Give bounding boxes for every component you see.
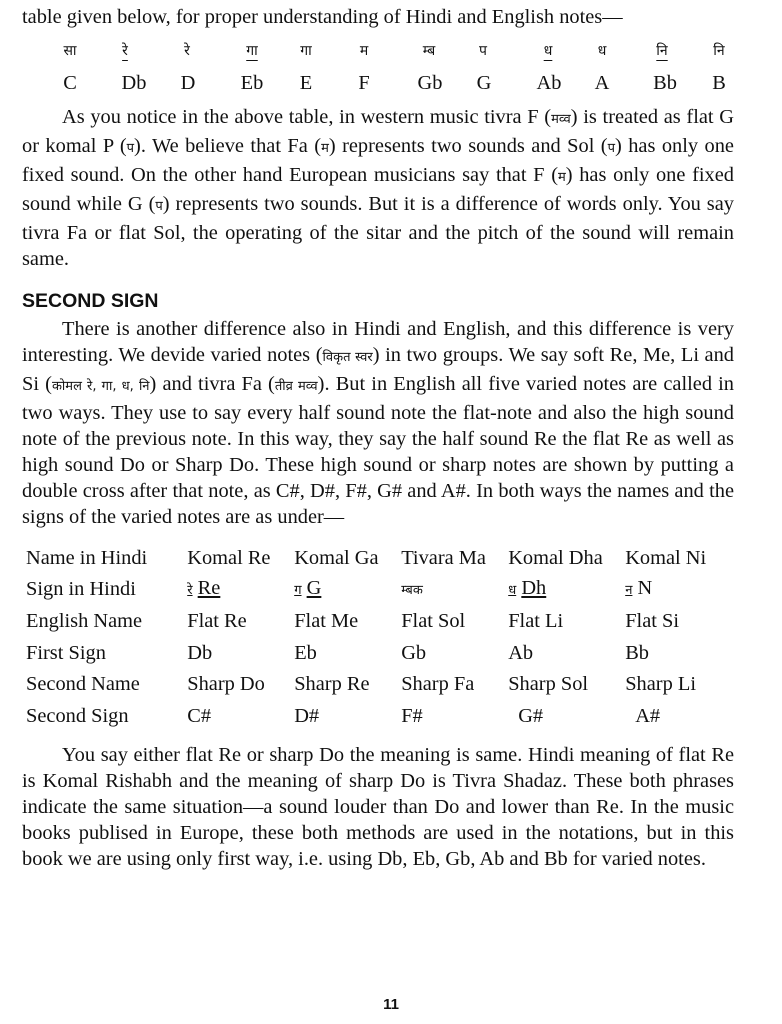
note-english: C (63, 72, 77, 94)
note-hindi: गा (300, 43, 312, 59)
note-english: F (358, 72, 370, 94)
hindi-text: विकृत स्वर (322, 350, 373, 365)
table-row (26, 542, 734, 574)
hindi-sign: रे (187, 582, 193, 598)
paragraph-conclusion: You say either flat Re or sharp Do the meaning is same. Hindi meaning of flat Re is Komal Rishabh and the meaning of sharp Do is Tivra Shadaz. These both phrases indicate the same situation—a sound louder than Do and lower than Re. In the music books publised in Europe, these both methods are used in the notations, but in this book we are using only first way, i.e. using Db, Eb, Gb, Ab and Bb for varied notes. (22, 743, 734, 870)
note-english: Gb (417, 72, 443, 94)
note-hindi: रे (184, 43, 190, 59)
page-number: 11 (383, 996, 399, 1013)
table-cell (187, 574, 294, 606)
hindi-sign: म्बक (401, 582, 423, 598)
latin-sign: N (637, 576, 653, 599)
latin-sign: Re (197, 576, 221, 599)
table-cell: Komal Re (187, 546, 271, 569)
text-run: ). But in English all five varied notes are called in two ways. They use to say every half sound note the flat-note and also the high sound note of the previous note. In this way, they say the half sound Re the flat Re as well as high sound Do or Sharp Do. These high sound or sharp notes are shown by putting a double cross after that note, as C#, D#, F#, G# and A#. In both ways the names and the signs of the varied notes are as under— (22, 373, 735, 528)
table-cell (625, 574, 734, 606)
note-hindi: रे (122, 43, 128, 59)
note-english: Ab (536, 72, 562, 94)
table-cell: Komal Ga (294, 546, 379, 569)
note-hindi: नि (713, 43, 725, 59)
note-hindi: प (479, 43, 487, 59)
text-run: ) represents two sounds and Sol ( (328, 135, 608, 157)
table-cell: Sharp Re (294, 673, 370, 696)
note-hindi: ध (543, 43, 553, 59)
table-cell (508, 574, 625, 606)
text-run: ) represents two sounds. But it is a difference of words only. You say tivra Fa or flat Sol, the operating of the sitar and the pitch of the sound will remain same. (22, 193, 734, 270)
page-body (22, 4, 734, 872)
table-cell: D# (294, 704, 320, 727)
table-row (26, 700, 734, 732)
text-run: ). We believe that Fa ( (134, 135, 322, 157)
table-row (26, 637, 734, 669)
note-english: Eb (240, 72, 264, 94)
notes-table (22, 34, 734, 100)
text-run: ) and tivra Fa ( (149, 373, 275, 395)
table-row (26, 605, 734, 637)
hindi-text: प (155, 199, 163, 214)
hindi-text: म (557, 170, 566, 185)
hindi-sign: ध (508, 582, 517, 598)
row-label: English Name (26, 609, 143, 632)
table-cell (401, 574, 508, 606)
latin-sign: Dh (521, 576, 547, 599)
text-run: ) in two groups. We say soft Re, Me, Li and Si ( (22, 344, 734, 395)
hindi-text: तीव्र मव्व (274, 379, 318, 394)
varied-notes-table (26, 542, 734, 732)
table-cell: Flat Si (625, 609, 680, 632)
table-cell: Eb (294, 641, 317, 664)
latin-sign: G (306, 576, 322, 599)
note-hindi: म (359, 43, 369, 59)
table-cell: Gb (401, 641, 427, 664)
note-english: E (299, 72, 313, 94)
table-cell: F# (401, 704, 423, 727)
hindi-text: प (126, 141, 135, 156)
hindi-text: प (607, 141, 615, 156)
table-cell: Flat Li (508, 609, 564, 632)
table-cell: Flat Me (294, 609, 359, 632)
note-english: A (594, 72, 610, 94)
row-label: Sign in Hindi (26, 578, 136, 601)
text-run: ) has only one fixed sound while G ( (22, 164, 734, 215)
table-cell: Sharp Li (625, 673, 696, 696)
note-hindi: म्ब (422, 43, 436, 59)
row-label: Second Sign (26, 704, 129, 727)
table-cell: A# (635, 704, 661, 727)
table-cell: Sharp Do (187, 673, 265, 696)
text-run: There is another difference also in Hindi and English, and this difference is very interesting. We devide varied notes ( (22, 318, 734, 366)
note-english: Db (121, 72, 147, 94)
text-run: ) is treated as flat G or komal P ( (22, 106, 734, 157)
hindi-text: कोमल रे, गा, ध, नि (51, 379, 150, 394)
row-label: Second Name (26, 673, 140, 696)
table-row (26, 574, 734, 606)
paragraph-tivra (22, 104, 734, 272)
table-cell: G# (518, 704, 544, 727)
hindi-text: मव्व (551, 112, 571, 127)
hindi-text: म (321, 141, 329, 156)
text-run: ) has only one fixed sound. On the other hand European musicians say that F ( (22, 135, 734, 186)
table-cell: Komal Ni (625, 546, 707, 569)
table-cell: Komal Dha (508, 546, 603, 569)
table-cell: Ab (508, 641, 534, 664)
row-label: First Sign (26, 641, 106, 664)
text-run: As you notice in the above table, in western music tivra F ( (62, 106, 552, 128)
table-cell: Db (187, 641, 213, 664)
table-cell: Flat Re (187, 609, 247, 632)
section-heading: SECOND SIGN (22, 290, 159, 312)
note-hindi: नि (656, 43, 668, 59)
note-english: Bb (653, 72, 677, 94)
paragraph-second-sign (22, 316, 734, 530)
table-row (26, 668, 734, 700)
table-cell: Tivara Ma (401, 546, 486, 569)
table-cell: Sharp Sol (508, 673, 589, 696)
table-cell (294, 574, 401, 606)
table-cell: Flat Sol (401, 609, 466, 632)
table-cell: C# (187, 704, 212, 727)
note-english: G (476, 72, 492, 94)
hindi-sign: न (625, 582, 633, 598)
note-hindi: सा (63, 43, 77, 59)
hindi-sign: ग (294, 582, 302, 598)
note-hindi: गा (246, 43, 258, 59)
row-label: Name in Hindi (26, 546, 148, 569)
table-cell: Bb (625, 641, 649, 664)
note-english: B (712, 72, 726, 94)
note-hindi: ध (597, 43, 607, 59)
table-cell: Sharp Fa (401, 673, 475, 696)
intro-line: table given below, for proper understanding of Hindi and English notes— (22, 6, 623, 28)
note-english: D (180, 72, 196, 94)
